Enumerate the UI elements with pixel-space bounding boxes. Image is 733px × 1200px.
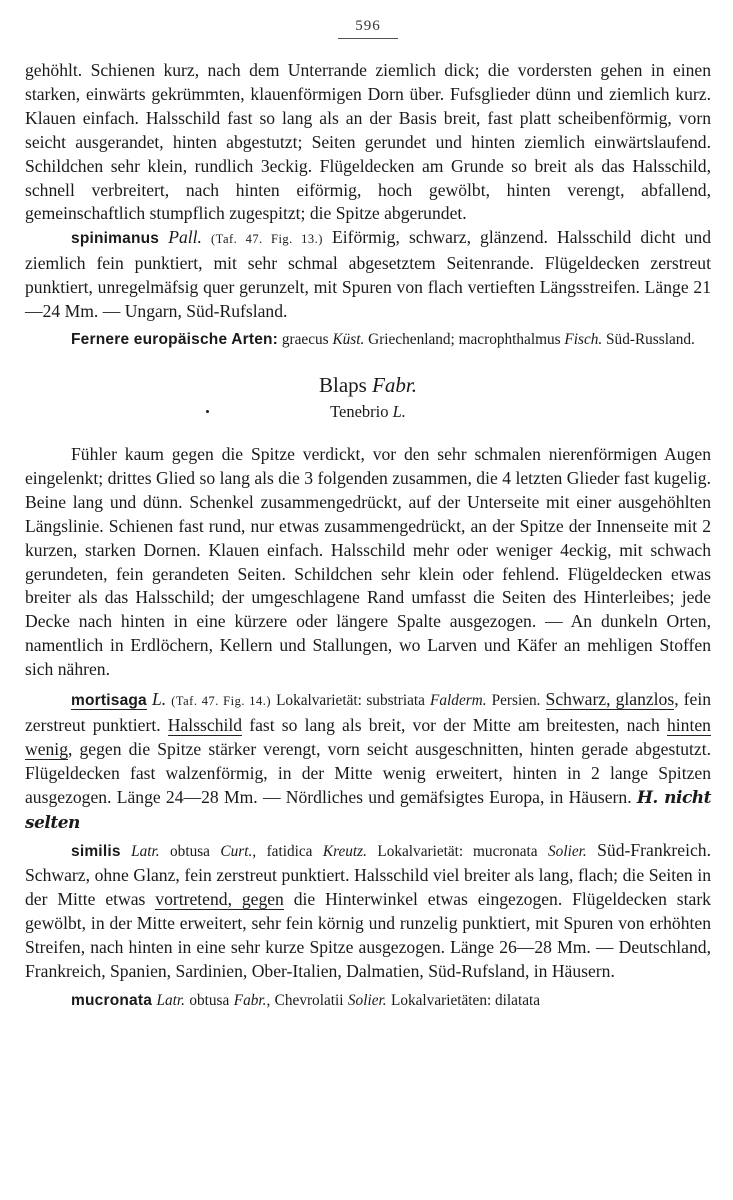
other-species-text-1: graecus bbox=[281, 330, 329, 348]
species-name: spinimanus bbox=[71, 230, 160, 248]
handwritten-annotation: H. nicht selten bbox=[25, 787, 712, 833]
local-variety: Lokalvarietäten: dilatata bbox=[390, 991, 541, 1009]
underlined-text: hinten wenig bbox=[25, 714, 711, 759]
local-variety: Lokalvarietät: mucronata bbox=[377, 843, 538, 861]
species-mucronata bbox=[25, 988, 711, 1013]
genus-synonym bbox=[25, 401, 711, 423]
synonym-2-author: Solier. bbox=[347, 991, 387, 1009]
species-author: Pall. bbox=[168, 227, 202, 248]
species-similis bbox=[25, 839, 711, 983]
other-species-label: Fernere europäische Arten: bbox=[71, 330, 279, 348]
other-species-author-1: Küst. bbox=[332, 330, 365, 348]
species-description: Eiförmig, schwarz, glänzend. Halsschild dicht und ziemlich fein punktiert, mit sehr schmal abgesetztem Seitenrande. Flügeldecken zerstreut punktiert, unregelmäfsig quer gerunzelt, mit Spuren von flach vertieften Längsstreifen. Länge 21—24 Mm. — Ungarn, Süd-Rufsland. bbox=[25, 227, 711, 322]
synonym-2: fatidica bbox=[266, 843, 313, 861]
species-author: L. bbox=[151, 689, 167, 710]
synonym-2: Chevrolatii bbox=[274, 991, 344, 1009]
ink-dot bbox=[206, 410, 209, 413]
synonym-1: obtusa bbox=[170, 843, 210, 861]
synonym-1-author: Fabr., bbox=[233, 991, 271, 1009]
genus-author: Fabr. bbox=[372, 372, 418, 397]
other-species-text-3: Süd-Russland. bbox=[606, 330, 695, 348]
local-variety-author: Solier. bbox=[548, 843, 587, 861]
local-variety-place: Persien. bbox=[491, 692, 541, 710]
page-number-rule bbox=[338, 38, 398, 39]
synonym-1: obtusa bbox=[189, 991, 230, 1009]
species-description-part: Halsschild viel breiter als lang, flach; die Seiten in der Mitte etwas bbox=[25, 865, 712, 910]
synonym-author: L. bbox=[392, 401, 406, 421]
species-name: mucronata bbox=[71, 991, 153, 1009]
species-name: similis bbox=[71, 843, 121, 861]
species-description-part: , gegen die Spitze stärker verengt, vorn seicht ausgeschnitten, hinten gerade abgestutzt. Flügeldecken fast walzenförmig, in der Mitte wenig erweitert, hinten in 2 lange Spitzen ausgezogen. Länge 24—28 Mm. — Nördliches und gemäfsigtes Europa, in Häusern. bbox=[25, 738, 711, 807]
other-species-note bbox=[25, 329, 711, 350]
book-page bbox=[25, 16, 711, 1013]
local-variety: Lokalvarietät: substriata bbox=[276, 692, 425, 710]
species-name: mortisaga bbox=[71, 692, 147, 710]
genus-heading bbox=[25, 372, 711, 398]
other-species-author-2: Fisch. bbox=[564, 330, 603, 348]
underlined-text: Schwarz, glanzlos bbox=[545, 689, 675, 710]
genus-description-continued: gehöhlt. Schienen kurz, nach dem Unterrande ziemlich dick; die vordersten gehen in einen starken, einwärts gekrümmten, klauenförmigen Dorn über. Fufsglieder dünn und ziemlich kurz. Klauen einfach. Halsschild fast so lang als an der Basis breit, fast platt scheibenförmig, vorn seicht ausgerandet, hinten abgestutzt; Seiten gerundet und hinten ziemlich einwärtslaufend. Schildchen sehr klein, rundlich 3eckig. Flügeldecken am Grunde so breit als das Halsschild, schnell verbreitert, nach hinten eiförmig, hoch gewölbt, hinten verengt, abfallend, gemeinschaftlich stumpflich zugespitzt; die Spitze abgerundet. bbox=[25, 60, 711, 224]
synonym-1-author: Curt., bbox=[220, 843, 257, 861]
plate-reference: (Taf. 47. Fig. 13.) bbox=[211, 232, 323, 247]
species-author: Latr. bbox=[156, 991, 185, 1009]
species-description-part: , fein zerstreut punktiert. bbox=[25, 689, 712, 735]
species-description-part: fast so lang als breit, vor der Mitte am breitesten, nach bbox=[249, 714, 660, 735]
other-species-text-2: Griechenland; macrophthalmus bbox=[368, 330, 561, 348]
page-number: 596 bbox=[355, 18, 381, 34]
synonym-name: Tenebrio bbox=[330, 401, 389, 421]
synonym-2-author: Kreutz. bbox=[322, 843, 367, 861]
local-variety-author: Falderm. bbox=[430, 692, 487, 710]
species-description-part: Süd-Frankreich. Schwarz, ohne Glanz, fein zerstreut punktiert. bbox=[25, 840, 711, 886]
genus-description: Fühler kaum gegen die Spitze verdickt, vor den sehr schmalen nierenförmigen Augen eingelenkt; drittes Glied so lang als die 3 folgenden zusammen, die 4 letzten Glieder fast kugelig. Beine lang und dünn. Schenkel zusammengedrückt, auf der Unterseite mit einer ausgehöhlten Längslinie. Schienen fast rund, nur etwas zusammengedrückt, an der Spitze der Innenseite mit 2 kurzen, starken Dornen. Klauen einfach. Halsschild mehr oder weniger 4eckig, mit schwach gerundeten, fein gerandeten Seiten. Schildchen sehr klein oder fehlend. Flügeldecken etwas breiter als das Halsschild; der umgeschlagene Rand umfasst die Seiten des Hinterleibes; jede Decke nach hinten in eine kürzere oder längere Spalte ausgezogen. — An dunkeln Orten, namentlich in Erdlöchern, Kellern und Stallungen, wo Larven und Käfer an mehligen Stoffen sich nähren. bbox=[25, 443, 711, 680]
genus-name: Blaps bbox=[318, 372, 367, 397]
species-spinimanus bbox=[25, 226, 711, 324]
species-author: Latr. bbox=[131, 843, 160, 861]
underlined-text: vortretend, gegen bbox=[155, 889, 284, 910]
plate-reference: (Taf. 47. Fig. 14.) bbox=[171, 694, 272, 709]
species-description-part: die Hinterwinkel etwas eingezogen. Flügeldecken stark gewölbt, in der Mitte erweitert, sehr fein körnig und runzelig punktiert, mit Spuren von erhöhten Streifen, nach hinten in eine sehr kurze Spitze ausgezogen. Länge 26—28 Mm. — Deutschland, Frankreich, Spanien, Sardinien, Ober-Italien, Dalmatien, Süd-Rufsland, in Häusern. bbox=[25, 889, 711, 981]
species-mortisaga bbox=[25, 688, 711, 835]
underlined-text: Halsschild bbox=[167, 714, 243, 735]
